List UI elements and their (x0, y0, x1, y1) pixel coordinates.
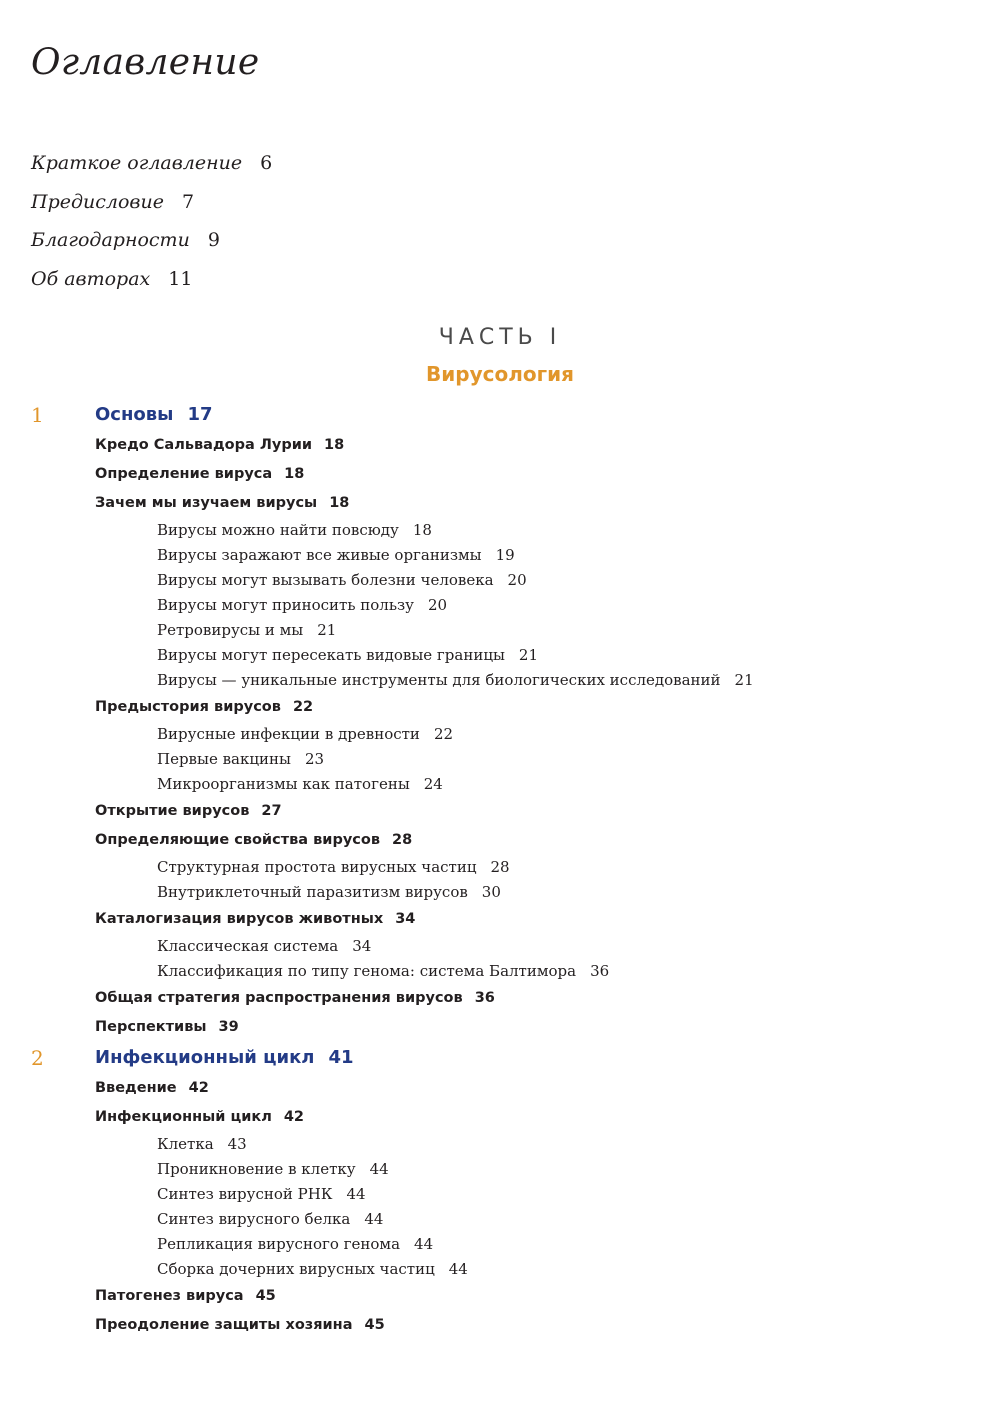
subsection-entry[interactable] (0, 668, 1000, 693)
entry-label: Репликация вирусного генома (157, 1235, 401, 1253)
front-matter-label: Благодарности (31, 229, 190, 252)
chapter-page: 17 (187, 404, 213, 425)
entry-page: 34 (352, 937, 372, 955)
front-matter-page: 7 (181, 190, 195, 213)
entry-label: Патогенез вируса (95, 1288, 244, 1304)
subsection-entry[interactable] (0, 1207, 1000, 1232)
chapter-title (95, 399, 213, 431)
entry-page: 43 (227, 1135, 247, 1153)
entry-label: Вирусные инфекции в древности (157, 725, 420, 743)
entry-page: 36 (474, 990, 495, 1006)
section-entry[interactable] (0, 1311, 1000, 1340)
part-label: ЧАСТЬ I (438, 325, 562, 350)
part-header (0, 322, 1000, 388)
section-entry[interactable] (0, 1074, 1000, 1103)
front-matter-item[interactable] (31, 265, 272, 304)
subsection-entry[interactable] (0, 568, 1000, 593)
entry-label: Вирусы могут приносить пользу (157, 596, 414, 614)
entry-page: 21 (734, 671, 754, 689)
entry-label: Вирусы — уникальные инструменты для биологических исследований (157, 671, 721, 689)
entry-label: Первые вакцины (157, 750, 291, 768)
entry-label: Вирусы можно найти повсюду (157, 521, 399, 539)
section-entry[interactable] (0, 1103, 1000, 1132)
subsection-entry[interactable] (0, 880, 1000, 905)
chapter-number: 1 (31, 403, 44, 427)
entry-page: 42 (188, 1080, 209, 1096)
subsection-entry[interactable] (0, 1257, 1000, 1282)
entry-page: 44 (364, 1210, 384, 1228)
section-entry[interactable] (0, 905, 1000, 934)
entry-page: 28 (392, 832, 413, 848)
entry-page: 18 (284, 466, 305, 482)
entry-label: Классическая система (157, 937, 339, 955)
section-entry[interactable] (0, 431, 1000, 460)
entry-label: Кредо Сальвадора Лурии (95, 437, 313, 453)
section-entry[interactable] (0, 460, 1000, 489)
entry-page: 27 (261, 803, 282, 819)
front-matter-page: 6 (260, 152, 273, 174)
entry-label: Определяющие свойства вирусов (95, 832, 381, 848)
entry-label: Определение вируса (95, 466, 273, 482)
chapter-row[interactable] (0, 399, 1000, 431)
chapter-label: Основы (95, 404, 174, 425)
chapter-title (95, 1042, 354, 1074)
entry-page: 44 (448, 1260, 468, 1278)
entry-page: 30 (481, 883, 501, 901)
entry-page: 34 (395, 911, 416, 927)
entry-page: 19 (495, 546, 515, 564)
entry-label: Синтез вирусного белка (157, 1210, 351, 1228)
subsection-entry[interactable] (0, 1182, 1000, 1207)
entry-label: Открытие вирусов (95, 803, 250, 819)
subsection-entry[interactable] (0, 959, 1000, 984)
entry-page: 21 (317, 621, 337, 639)
entry-page: 20 (428, 596, 448, 614)
entry-page: 42 (283, 1109, 304, 1125)
entry-page: 20 (507, 571, 527, 589)
chapter-number: 2 (31, 1046, 44, 1070)
entry-page: 18 (412, 521, 432, 539)
front-matter-item[interactable] (31, 188, 272, 227)
entry-label: Синтез вирусной РНК (157, 1185, 333, 1203)
entry-page: 44 (346, 1185, 366, 1203)
subsection-entry[interactable] (0, 593, 1000, 618)
entry-label: Преодоление защиты хозяина (95, 1317, 353, 1333)
entry-label: Предыстория вирусов (95, 699, 281, 715)
entry-label: Клетка (157, 1135, 214, 1153)
entry-label: Структурная простота вирусных частиц (157, 858, 477, 876)
entry-page: 44 (414, 1235, 434, 1253)
entry-label: Ретровирусы и мы (157, 621, 304, 639)
subsection-entry[interactable] (0, 1132, 1000, 1157)
front-matter-list (31, 149, 272, 303)
entry-page: 18 (329, 495, 350, 511)
entry-page: 21 (518, 646, 539, 664)
subsection-entry[interactable] (0, 934, 1000, 959)
subsection-entry[interactable] (0, 772, 1000, 797)
toc-list (0, 399, 1000, 1340)
entry-page: 22 (292, 699, 314, 715)
entry-page: 45 (255, 1288, 276, 1304)
front-matter-label: Предисловие (31, 190, 164, 213)
section-entry[interactable] (0, 693, 1000, 722)
section-entry[interactable] (0, 984, 1000, 1013)
section-entry[interactable] (0, 489, 1000, 518)
entry-label: Сборка дочерних вирусных частиц (157, 1260, 435, 1278)
entry-label: Вирусы могут пересекать видовые границы (157, 646, 505, 664)
entry-page: 39 (218, 1019, 239, 1035)
entry-label: Перспективы (95, 1019, 207, 1035)
entry-page: 23 (304, 750, 325, 768)
subsection-entry[interactable] (0, 722, 1000, 747)
entry-label: Проникновение в клетку (157, 1160, 356, 1178)
entry-page: 28 (490, 858, 510, 876)
entry-label: Вирусы заражают все живые организмы (157, 546, 482, 564)
entry-label: Вирусы могут вызывать болезни человека (157, 571, 494, 589)
entry-page: 36 (590, 962, 610, 980)
entry-label: Классификация по типу генома: система Балтимора (157, 962, 577, 980)
chapter-page: 41 (328, 1047, 354, 1068)
entry-label: Инфекционный цикл (95, 1109, 272, 1125)
subsection-entry[interactable] (0, 543, 1000, 568)
entry-label: Общая стратегия распространения вирусов (95, 990, 463, 1006)
front-matter-label: Краткое оглавление (31, 152, 243, 174)
entry-page: 24 (423, 775, 443, 793)
page-title: Оглавление (31, 42, 260, 83)
front-matter-page: 11 (168, 267, 193, 290)
front-matter-label: Об авторах (31, 267, 151, 290)
entry-page: 22 (433, 725, 454, 743)
front-matter-item[interactable] (31, 226, 272, 265)
subsection-entry[interactable] (0, 643, 1000, 668)
entry-page: 18 (324, 437, 345, 453)
chapter-row[interactable] (0, 1042, 1000, 1074)
part-title: Вирусология (426, 362, 574, 386)
chapter-label: Инфекционный цикл (95, 1047, 315, 1068)
section-entry[interactable] (0, 826, 1000, 855)
section-entry[interactable] (0, 1013, 1000, 1042)
entry-page: 45 (364, 1317, 385, 1333)
subsection-entry[interactable] (0, 1157, 1000, 1182)
entry-label: Микроорганизмы как патогены (157, 775, 410, 793)
subsection-entry[interactable] (0, 1232, 1000, 1257)
subsection-entry[interactable] (0, 618, 1000, 643)
front-matter-page: 9 (207, 229, 220, 252)
section-entry[interactable] (0, 1282, 1000, 1311)
subsection-entry[interactable] (0, 855, 1000, 880)
subsection-entry[interactable] (0, 518, 1000, 543)
section-entry[interactable] (0, 797, 1000, 826)
entry-page: 44 (369, 1160, 389, 1178)
entry-label: Каталогизация вирусов животных (95, 911, 384, 927)
entry-label: Внутриклеточный паразитизм вирусов (157, 883, 468, 901)
entry-label: Зачем мы изучаем вирусы (95, 495, 318, 511)
subsection-entry[interactable] (0, 747, 1000, 772)
front-matter-item[interactable] (31, 149, 272, 188)
entry-label: Введение (95, 1080, 177, 1096)
